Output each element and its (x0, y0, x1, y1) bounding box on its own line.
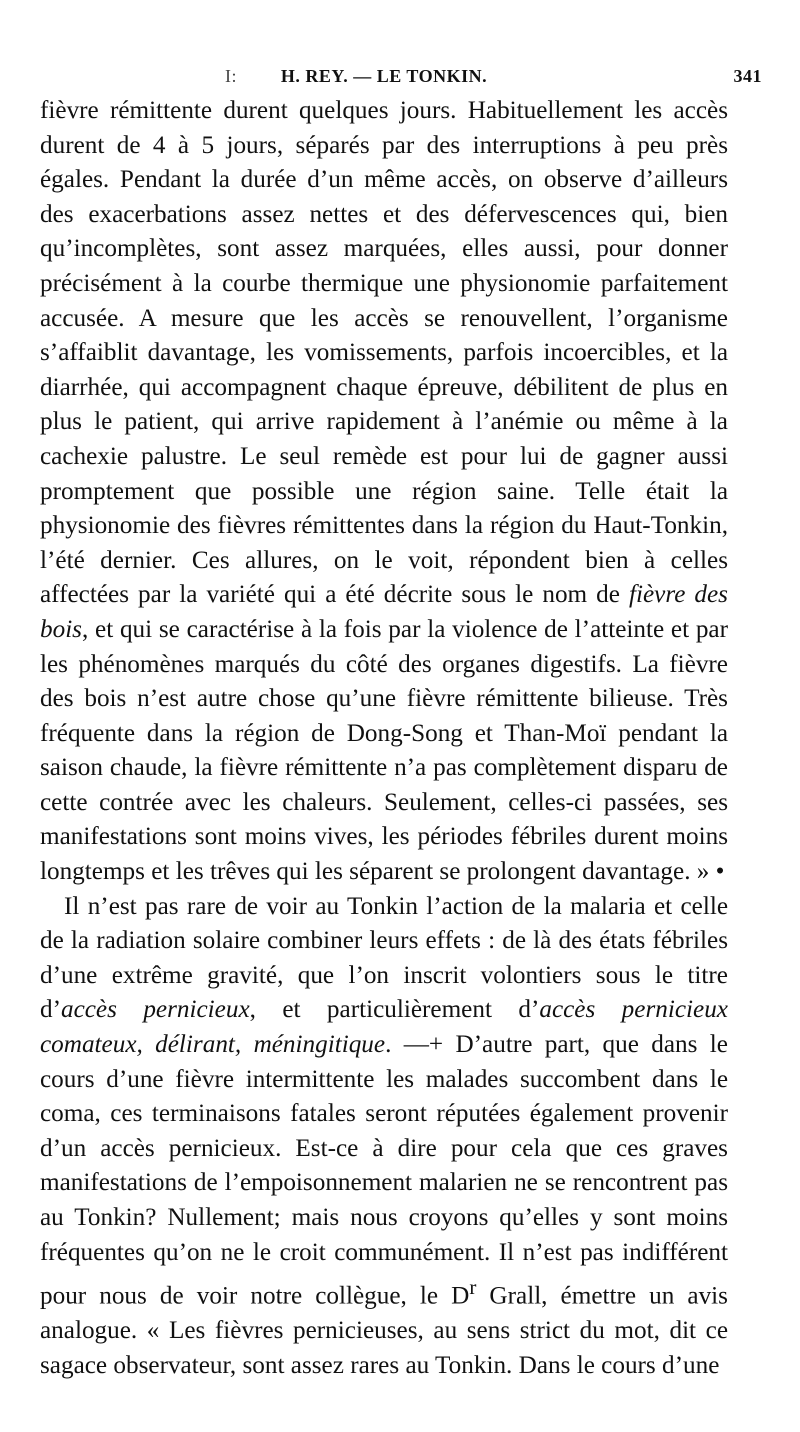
header-mark: I: (225, 66, 237, 86)
paragraph-2-text-c: . —+ D’autre part, que dans le cours d’une fièvre intermittente les malades succombent dans le coma, ces terminaisons fatales seront réputées également provenir d’un accès pernicieux. Est-ce à dire pour cela que ces graves manifestations de l’empoisonnement malarien ne se rencontrent pas au Tonkin? Nullement; mais nous croyons qu’elles y sont moins fréquentes qu’on ne le croit communément. Il n’est pas indifférent pour nous de voir notre collègue, le D (40, 1031, 728, 1310)
paragraph-2-text-a: Il n’est pas rare de voir au Tonkin l’action de la malaria et celle de la radiation solaire combiner leurs effets : de là des états fébriles d’une extrême gravité, que l’on inscrit volontiers sous le titre d’ (40, 892, 728, 1024)
paragraph-2-italic-term-2: accès pernicieux comateux, délirant, méningitique (40, 996, 728, 1059)
paragraph-2-superscript: r (469, 1275, 477, 1300)
paragraph-2-text-b: , et particulièrement d’ (249, 996, 540, 1024)
running-head (40, 58, 762, 94)
paragraph-1 (40, 94, 728, 890)
paragraph-1-text-b: , et qui se caractérise à la fois par la violence de l’atteinte et par les phénomènes marqués du côté des organes digestifs. La fièvre des bois n’est autre chose qu’une fièvre rémittente bilieuse. Très fréquente dans la région de Dong-Song et Than-Moï pendant la saison chaude, la fièvre rémittente n’a pas complètement disparu de cette contrée avec les chaleurs. Seulement, celles-ci passées, ses manifestations sont moins vives, les périodes fébriles durent moins longtemps et les trêves qui les séparent se prolongent davantage. » • (40, 615, 728, 886)
running-title: H. REY. — LE TONKIN. (280, 66, 488, 86)
paragraph-2-italic-term-1: accès pernicieux (60, 996, 250, 1024)
paragraph-2 (40, 890, 728, 1384)
page-number: 341 (733, 66, 762, 86)
paragraph-1-text-a: fièvre rémittente durent quelques jours. Habituellement les accès durent de 4 à 5 jours, séparés par des interruptions à peu près égales. Pendant la durée d’un même accès, on observe d’ailleurs des exacerbations assez nettes et des défervescences qui, bien qu’incomplètes, sont assez marquées, elles aussi, pour donner précisément à la courbe thermique une physionomie parfaitement accusée. A mesure que les accès se renouvellent, l’organisme s’affaiblit davantage, les vomissements, parfois incoercibles, et la diarrhée, qui accompagnent chaque épreuve, débilitent de plus en plus le patient, qui arrive rapidement à l’anémie ou même à la cachexie palustre. Le seul remède est pour lui de gagner aussi promptement que possible une région saine. Telle était la physionomie des fièvres rémittentes dans la région du Haut-Tonkin, l’été dernier. Ces allures, on le voit, répondent bien à celles affectées par la variété qui a été décrite sous le nom de (40, 97, 728, 609)
paragraph-1-italic-term: fièvre des bois (40, 581, 728, 643)
paragraph-2-text-d: Grall, émettre un avis analogue. « Les fièvres pernicieuses, au sens strict du mot, dit ce sagace observateur, sont assez rares au Tonkin. Dans le cours d’une (40, 1282, 728, 1379)
body-text (40, 94, 728, 1383)
